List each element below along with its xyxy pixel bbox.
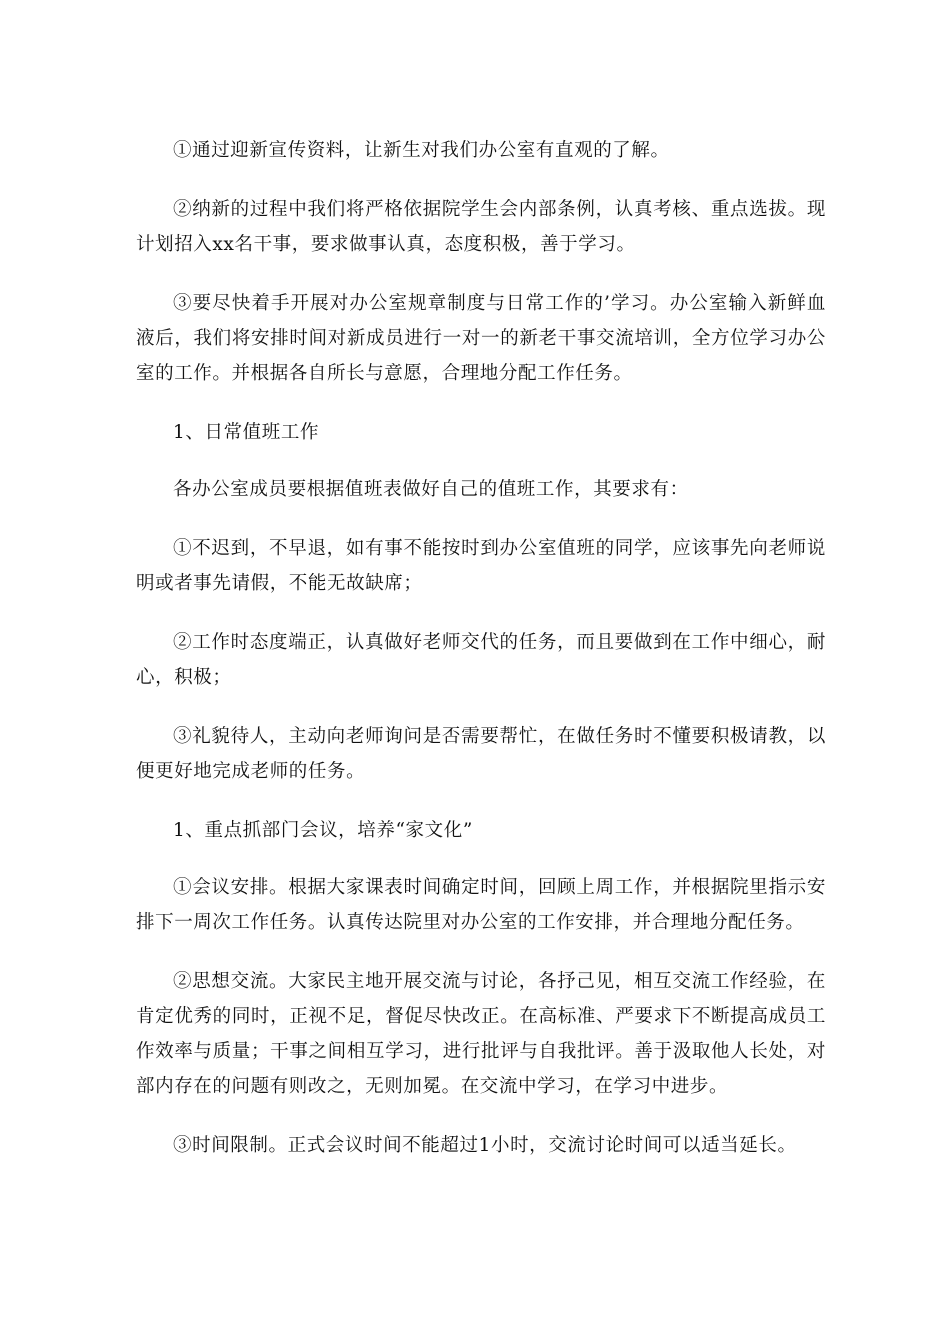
heading-department-meetings: 1、重点抓部门会议，培养“家文化”: [173, 820, 473, 841]
paragraph-punctuality: ①不迟到，不早退，如有事不能按时到办公室值班的同学，应该事先向老师说明或者事先请假，不能无故缺席；: [136, 538, 826, 594]
paragraph-welcome-materials: ①通过迎新宣传资料，让新生对我们办公室有直观的了解。: [173, 140, 670, 161]
document-body: [136, 133, 826, 1187]
paragraph-time-limit: ③时间限制。正式会议时间不能超过1小时，交流讨论时间可以适当延长。: [173, 1135, 797, 1156]
paragraph-courtesy: ③礼貌待人，主动向老师询问是否需要帮忙，在做任务时不懂要积极请教，以便更好地完成老师的任务。: [136, 726, 826, 782]
paragraph-duty-requirements: 各办公室成员要根据值班表做好自己的值班工作，其要求有：: [173, 479, 689, 500]
paragraph-recruitment: ②纳新的过程中我们将严格依据院学生会内部条例，认真考核、重点选拔。现计划招入xx名干事，要求做事认真，态度积极，善于学习。: [136, 199, 826, 255]
paragraph-attitude: ②工作时态度端正，认真做好老师交代的任务，而且要做到在工作中细心，耐心，积极；: [136, 632, 826, 688]
paragraph-meeting-arrangement: ①会议安排。根据大家课表时间确定时间，回顾上周工作，并根据院里指示安排下一周次工作任务。认真传达院里对办公室的工作安排，并合理地分配任务。: [136, 877, 826, 933]
paragraph-idea-exchange: ②思想交流。大家民主地开展交流与讨论，各抒己见，相互交流工作经验，在肯定优秀的同时，正视不足，督促尽快改正。在高标准、严要求下不断提高成员工作效率与质量；干事之间相互学习，进行批评与自我批评。善于汲取他人长处，对部内存在的问题有则改之，无则加冕。在交流中学习，在学习中进步。: [136, 971, 826, 1097]
paragraph-training: ③要尽快着手开展对办公室规章制度与日常工作的’学习。办公室输入新鲜血液后，我们将安排时间对新成员进行一对一的新老干事交流培训，全方位学习办公室的工作。并根据各自所长与意愿，合理地分配工作任务。: [136, 293, 826, 384]
heading-daily-duty: 1、日常值班工作: [173, 422, 320, 443]
